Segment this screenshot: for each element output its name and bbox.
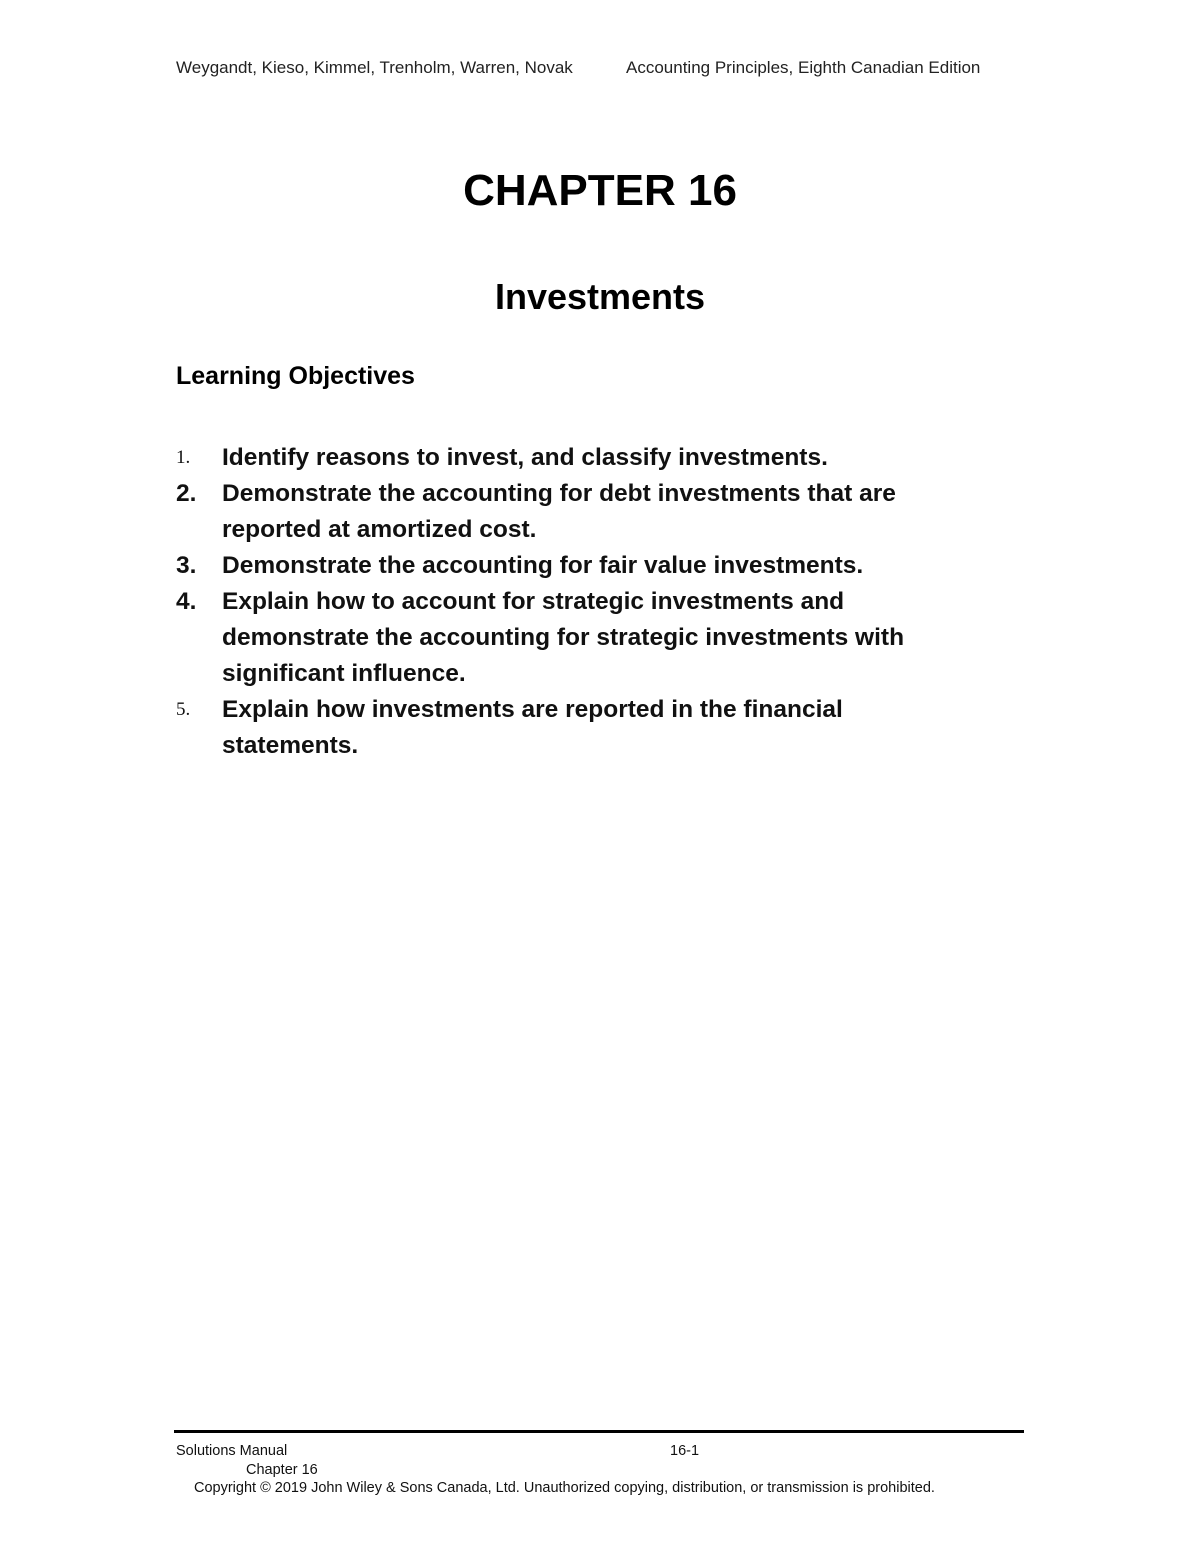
footer-divider: [174, 1430, 1024, 1433]
header-book-title: Accounting Principles, Eighth Canadian Edition: [626, 58, 981, 77]
item-text: Demonstrate the accounting for fair value investments.: [222, 552, 864, 579]
item-text: Explain how to account for strategic investments and demonstrate the accounting for strategic investments with significant influence.: [222, 588, 905, 687]
footer-page-number: 16-1: [670, 1443, 700, 1459]
item-number: 1.: [176, 447, 191, 468]
list-item: [176, 584, 942, 692]
footer-chapter: Chapter 16: [246, 1462, 318, 1478]
chapter-title: CHAPTER 16: [463, 166, 737, 215]
list-item: [176, 692, 942, 764]
item-text: Demonstrate the accounting for debt investments that are reported at amortized cost.: [222, 480, 896, 543]
learning-objectives-heading: Learning Objectives: [176, 362, 415, 390]
footer-manual: Solutions Manual: [176, 1443, 288, 1459]
footer-copyright: Copyright © 2019 John Wiley & Sons Canada, Ltd. Unauthorized copying, distribution, or transmission is prohibited.: [194, 1480, 935, 1496]
chapter-subtitle: Investments: [494, 276, 706, 317]
list-item: [176, 440, 942, 476]
list-item: [176, 476, 942, 548]
item-number: 4.: [176, 588, 197, 615]
item-text: Explain how investments are reported in the financial statements.: [222, 696, 843, 759]
item-number: 3.: [176, 552, 197, 579]
item-text: Identify reasons to invest, and classify investments.: [222, 444, 828, 471]
item-number: 5.: [176, 699, 191, 720]
header-authors: Weygandt, Kieso, Kimmel, Trenholm, Warren, Novak: [176, 58, 573, 77]
learning-objectives-list: [176, 440, 942, 764]
item-number: 2.: [176, 480, 197, 507]
list-item: [176, 548, 942, 584]
